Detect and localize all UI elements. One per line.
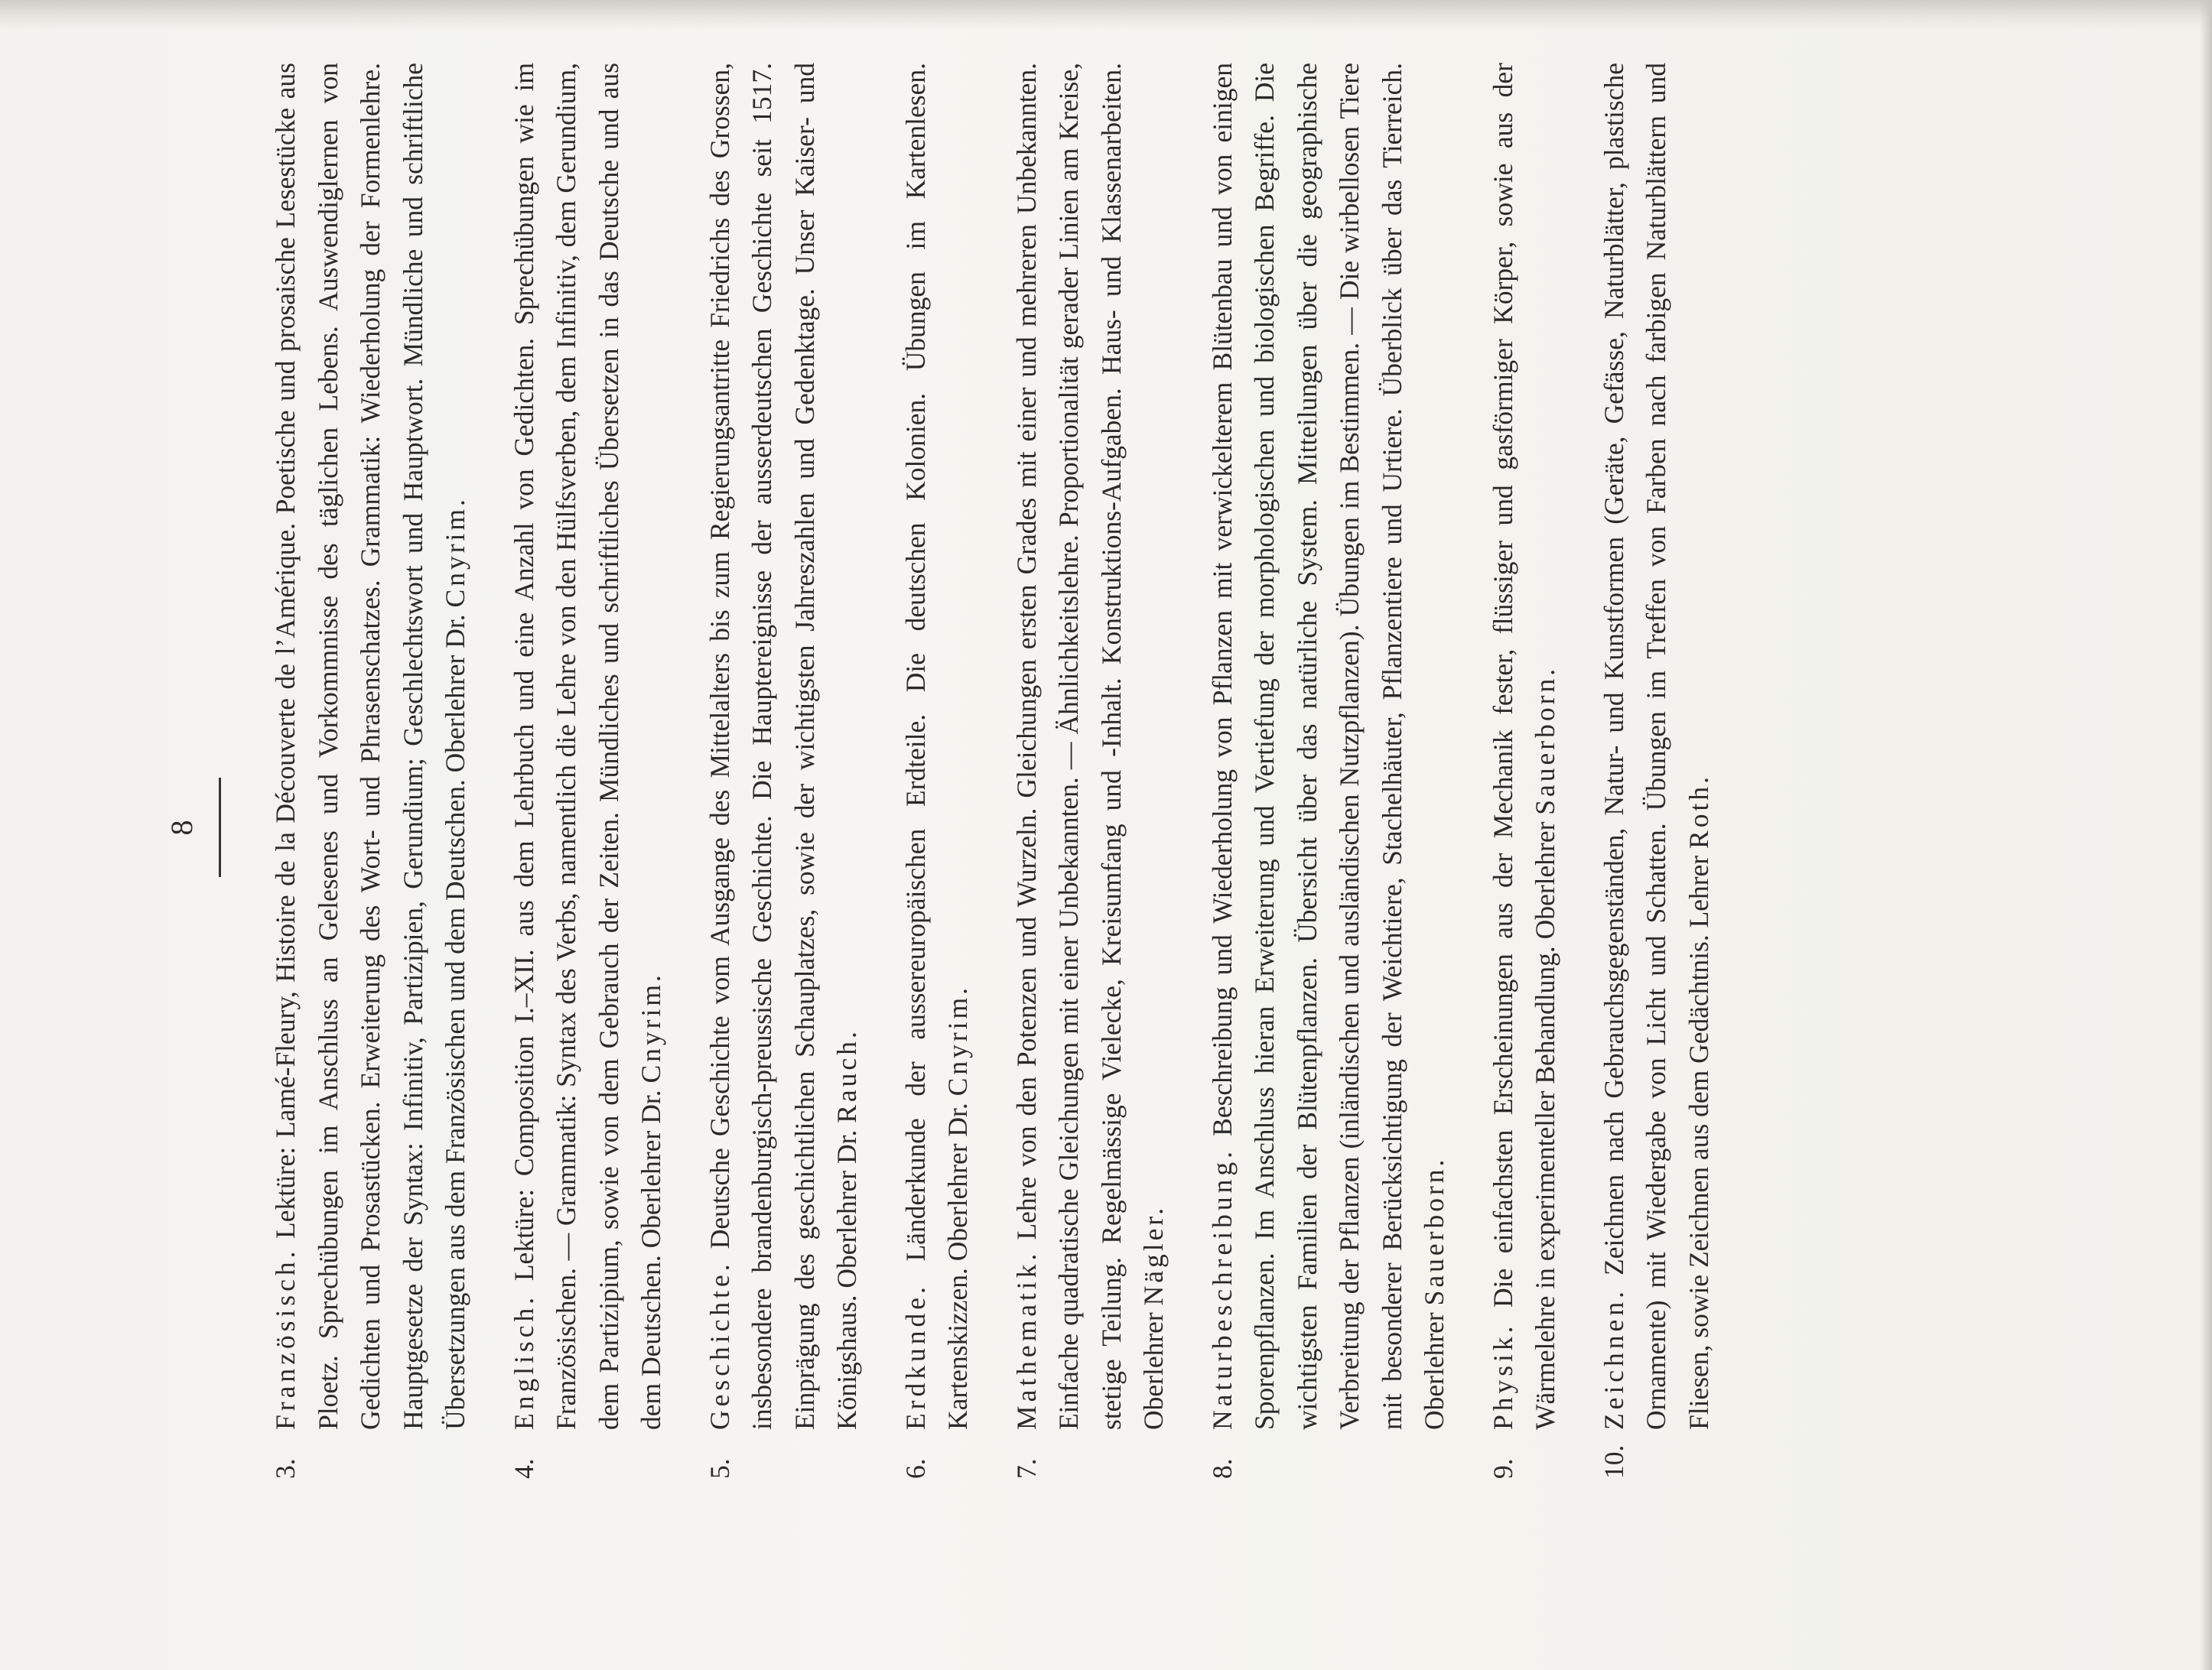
curriculum-list xyxy=(265,63,1746,1477)
section-number: 9. xyxy=(1487,1458,1518,1479)
section-subject: Erdkunde. xyxy=(899,1283,931,1430)
section-text: Beschreibung und Wiederholung von Pflanzen mit verwickelterem Blütenbau und von einigen Sporenpflanzen. Im Anschluss hieran Erweiterung und Vertiefung der morphologischen und biologischen Begriffe. Die wichtigsten Familien der Blütenpflanzen. Übersicht über das natürliche System. Mitteilungen über die geographische Verbreitung der Pflanzen (inländischen und ausländischen Nutzpflanzen). Übungen im Bestimmen. — Die wirbellosen Tiere mit besonderer Berücksichtigung der Weichtiere, Stachelhäuter, Pflanzentiere und Urtiere. Überblick über das Tierreich. Oberlehrer xyxy=(1206,62,1449,1430)
header-rule xyxy=(219,778,221,877)
section-text: Zeichnen nach Gebrauchsgegenständen, Natur- und Kunstformen (Geräte, Gefässe, Naturblätter, plastische Ornamente) mit Wiedergabe von Licht und Schatten. Übungen im Treffen von Farben nach farbigen Naturblättern und Fliesen, sowie Zeichnen aus dem Gedächtnis. Lehrer xyxy=(1598,63,1714,1430)
section-number: 5. xyxy=(704,1458,735,1479)
section-text: Länderkunde der aussereuropäischen Erdteile. Die deutschen Kolonien. Übungen im Kartenlesen. Kartenskizzen. Oberlehrer Dr. xyxy=(899,63,973,1430)
section-number: 6. xyxy=(899,1458,931,1479)
section-subject: Naturbeschreibung. xyxy=(1206,1148,1238,1430)
section-englisch xyxy=(503,63,673,1477)
section-teacher: Rauch. xyxy=(831,1028,862,1123)
section-zeichnen xyxy=(1593,63,1721,1477)
section-number: 4. xyxy=(508,1458,539,1479)
scan-shadow-right xyxy=(2200,0,2212,1670)
section-naturbeschreibung xyxy=(1202,63,1456,1477)
section-teacher: Roth. xyxy=(1683,774,1714,849)
section-mathematik xyxy=(1006,63,1176,1477)
section-number: 8. xyxy=(1206,1458,1238,1479)
section-number: 10. xyxy=(1598,1444,1629,1479)
section-teacher: Sauerborn. xyxy=(1419,1156,1449,1306)
section-number: 3. xyxy=(270,1458,301,1479)
section-teacher: Sauerborn. xyxy=(1530,665,1560,815)
section-physik xyxy=(1482,63,1567,1477)
page-number: 8 xyxy=(164,819,199,836)
section-subject: Geschichte. xyxy=(704,1260,735,1430)
section-subject: Physik. xyxy=(1487,1322,1518,1430)
section-geschichte xyxy=(699,63,869,1477)
section-subject: Englisch. xyxy=(508,1293,539,1430)
section-subject: Französisch. xyxy=(270,1247,301,1430)
section-erdkunde xyxy=(895,63,980,1477)
rotated-page xyxy=(73,17,2093,1638)
section-teacher: Nägler. xyxy=(1138,1204,1169,1306)
section-text: Lektüre: Composition I.–XII. aus dem Lehrbuch und eine Anzahl von Gedichten. Sprechübungen wie im Französischen. — Grammatik: Syntax des Verbs, namentlich die Lehre von den Hülfsverben, dem Infinitiv, dem Gerundium, dem Partizipium, sowie von dem Gebrauch der Zeiten. Mündliches und schriftliches Übersetzen in das Deutsche und aus dem Deutschen. Oberlehrer Dr. xyxy=(508,62,666,1430)
section-text: Lehre von den Potenzen und Wurzeln. Gleichungen ersten Grades mit einer und mehreren Unbekannten. Einfache quadratische Gleichungen mit einer Unbekannten. — Ähnlichkeitslehre. Proportionalität gerader Linien am Kreise, stetige Teilung. Regelmässige Vielecke, Kreisumfang und -Inhalt. Konstruktions-Aufgaben. Haus- und Klassenarbeiten. Oberlehrer xyxy=(1010,62,1169,1430)
section-text: Deutsche Geschichte vom Ausgange des Mittelalters bis zum Regierungsantritte Friedrichs des Grossen, insbesondere brandenburgisch-preussische Geschichte. Die Hauptereignisse der ausserdeutschen Geschichte seit 1517. Einprägung des geschichtlichen Schauplatzes, sowie der wichtigsten Jahreszahlen und Gedenktage. Unser Kaiser- und Königshaus. Oberlehrer Dr. xyxy=(704,63,862,1430)
section-number: 7. xyxy=(1010,1458,1042,1479)
section-text: Lektüre: Lamé-Fleury, Histoire de la Découverte de l’Amérique. Poetische und prosaische Lesestücke aus Ploetz. Sprechübungen im Anschluss an Gelesenes und Vorkommnisse des täglichen Lebens. Auswendiglernen von Gedichten und Prosastücken. Erweiterung des Wort- und Phrasenschatzes. Grammatik: Wiederholung der Formenlehre. Hauptgesetze der Syntax: Infinitiv, Partizipien, Gerundium; Geschlechtswort und Hauptwort. Mündliche und schriftliche Übersetzungen aus dem Französischen und dem Deutschen. Oberlehrer Dr. xyxy=(270,63,470,1430)
section-teacher: Cnyrim. xyxy=(440,496,470,608)
section-teacher: Cnyrim. xyxy=(942,984,973,1097)
section-teacher: Cnyrim. xyxy=(636,972,666,1084)
section-franzoesisch xyxy=(265,63,477,1477)
section-subject: Zeichnen. xyxy=(1598,1288,1629,1430)
section-subject: Mathematik. xyxy=(1010,1249,1042,1430)
section-text: Die einfachsten Erscheinungen aus der Mechanik fester, flüssiger und gasförmiger Körper, sowie aus der Wärmelehre in experimenteller Behandlung. Oberlehrer xyxy=(1487,62,1560,1430)
